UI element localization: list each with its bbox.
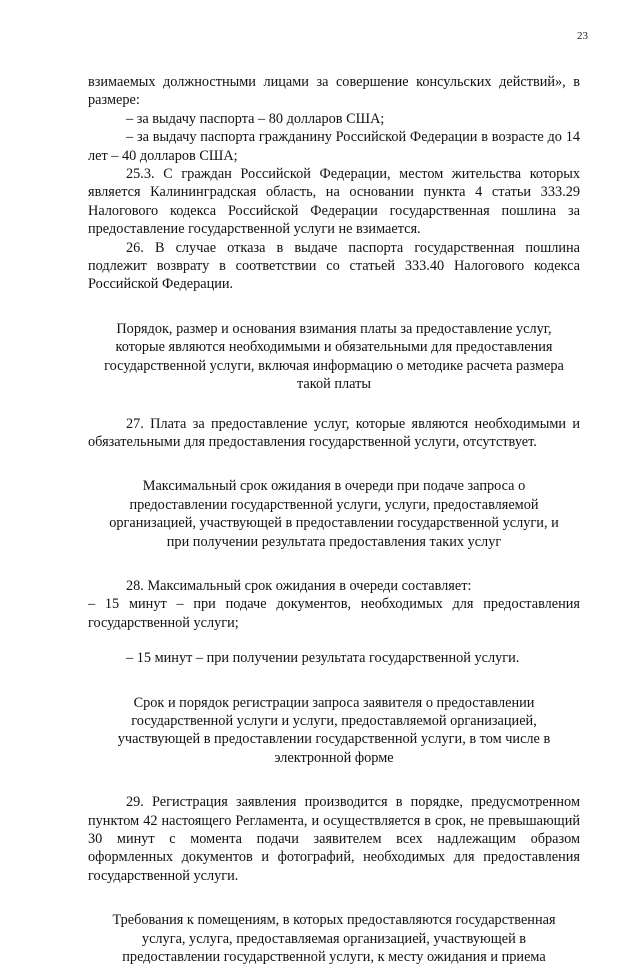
paragraph-26: 26. В случае отказа в выдаче паспорта государственная пошлина подлежит возврату в соответствии со статьей 333.40 Налогового кодекса Российской Федерации. (88, 239, 580, 293)
paragraph-29: 29. Регистрация заявления производится в порядке, предусмотренном пунктом 42 настоящего Регламента, и осуществляется в срок, не превышающий 30 минут с момента подачи заявителем всех надлежащим образом оформленных документов и фотографий, необходимых для предоставления государственной услуги. (88, 794, 580, 884)
page-content (88, 73, 580, 966)
section-heading-fees: Порядок, размер и основания взимания платы за предоставление услуг, которые являются необходимыми и обязательными для предоставления государственной услуги, включая информацию о методике расчета размера такой платы (104, 320, 564, 393)
list-item-submission-wait: – 15 минут – при подаче документов, необходимых для предоставления государственной услуги; (88, 596, 580, 631)
list-item-passport-fee: – за выдачу паспорта – 80 долларов США; (126, 110, 385, 127)
paragraph-28: 28. Максимальный срок ожидания в очереди составляет: (126, 577, 472, 594)
paragraph-27: 27. Плата за предоставление услуг, которые являются необходимыми и обязательными для предоставления государственной услуги, отсутствует. (88, 415, 580, 450)
section-heading-registration: Срок и порядок регистрации запроса заявителя о предоставлении государственной услуги и услуги, предоставляемой организацией, участвующей в предоставлении государственной услуги, в том числе в электронной форме (117, 694, 551, 766)
page-number: 23 (577, 30, 588, 42)
list-item-passport-fee-minor: – за выдачу паспорта гражданину Российской Федерации в возрасте до 14 лет – 40 долларов США; (88, 129, 580, 164)
section-heading-premises: Требования к помещениям, в которых предоставляются государственная услуга, услуга, предоставляемая организацией, участвующей в предоставлении государственной услуги, к месту ожидания и приема (112, 912, 556, 966)
list-item-result-wait: – 15 минут – при получении результата государственной услуги. (126, 650, 520, 667)
paragraph-25-3: 25.3. С граждан Российской Федерации, местом жительства которых является Калининградская область, на основании пункта 4 статьи 333.29 Налогового кодекса Российской Федерации государственная пошлина за предоставление государственной услуги не взимается. (88, 166, 580, 238)
paragraph-fee-continuation: взимаемых должностными лицами за совершение консульских действий», в размере: (88, 74, 580, 109)
section-heading-waiting-time: Максимальный срок ожидания в очереди при подаче запроса о предоставлении государственной услуги, услуги, предоставляемой организацией, участвующей в предоставлении государственной услуги, и при получении результата предоставления таких услуг (109, 478, 559, 550)
